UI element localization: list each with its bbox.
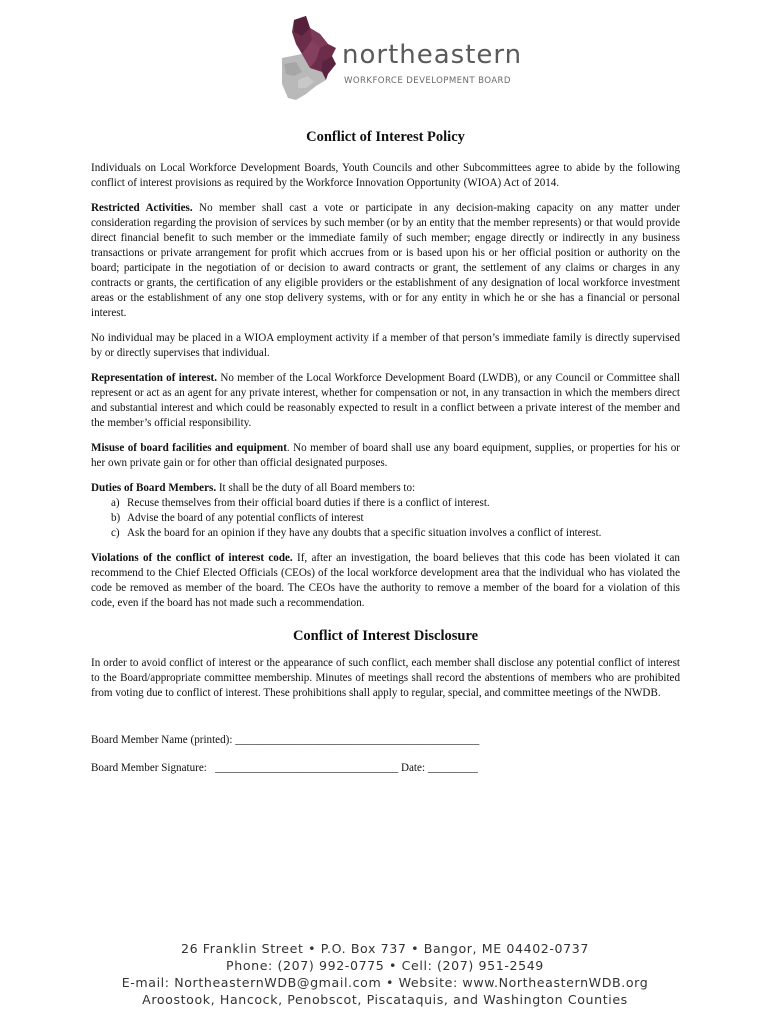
list-marker: b) bbox=[111, 512, 121, 524]
member-name-label: Board Member Name (printed): bbox=[91, 734, 233, 746]
member-name-line bbox=[91, 733, 680, 748]
disclosure-text: In order to avoid conflict of interest or the appearance of such conflict, each member shall disclose any potential conflict of interest to the Board/appropriate committee membership. Minutes of meetings shall record the abstentions of members who are prohibited from voting due to conflict of interest. These prohibitions shall apply to regular, special, and committee meetings of the NWDB. bbox=[91, 657, 680, 699]
maine-map-icon bbox=[276, 14, 340, 104]
document-body bbox=[91, 128, 680, 776]
misuse-paragraph bbox=[91, 441, 680, 471]
northeastern-logo bbox=[276, 14, 536, 104]
logo-wordmark: northeastern bbox=[342, 40, 523, 70]
date-field[interactable]: _________ bbox=[427, 762, 478, 774]
representation-paragraph bbox=[91, 371, 680, 431]
violations-text: If, after an investigation, the board believes that this code has been violated it can recommend to the Chief Elected Officials (CEOs) of the local workforce development area that the individual who has violated the code be removed as member of the board. The CEOs have the authority to remove a member of the board for a violation of this code, even if the board has not made such a recommendation. bbox=[91, 552, 680, 609]
member-signature-field[interactable]: _________________________________ bbox=[215, 762, 399, 774]
duties-paragraph bbox=[91, 481, 680, 496]
representation-heading: Representation of interest. bbox=[91, 372, 218, 384]
restricted-activities-paragraph bbox=[91, 201, 680, 321]
wioa-note: No individual may be placed in a WIOA employment activity if a member of that person’s immediate family is directly supervised by or directly supervises that individual. bbox=[91, 332, 680, 359]
list-marker: c) bbox=[111, 527, 120, 539]
duties-text: It shall be the duty of all Board members to: bbox=[216, 482, 416, 494]
policy-title: Conflict of Interest Policy bbox=[306, 129, 465, 145]
list-marker: a) bbox=[111, 497, 120, 509]
duties-heading: Duties of Board Members. bbox=[91, 482, 217, 494]
representation-text: No member of the Local Workforce Development Board (LWDB), or any Council or Committee shall represent or act as an agent for any private interest, whether for compensation or not, in any transaction in which the members direct and substantial interest and which could be reasonably expected to result in a conflict between a private interest of the member and the member’s official responsibility. bbox=[91, 372, 680, 429]
footer-address: 26 Franklin Street • P.O. Box 737 • Bangor, ME 04402-0737 bbox=[180, 941, 590, 956]
misuse-heading: Misuse of board facilities and equipment bbox=[91, 442, 287, 454]
duties-list bbox=[91, 496, 680, 541]
letterhead-footer bbox=[0, 940, 770, 1008]
footer-contact: E-mail: NortheasternWDB@gmail.com • Website: www.NortheasternWDB.org bbox=[121, 975, 649, 990]
footer-phone: Phone: (207) 992-0775 • Cell: (207) 951-2549 bbox=[226, 958, 544, 973]
date-label: Date: bbox=[401, 762, 426, 774]
list-item-text: Recuse themselves from their official board duties if there is a conflict of interest. bbox=[127, 497, 490, 509]
member-signature-line bbox=[91, 761, 680, 776]
policy-intro: Individuals on Local Workforce Development Boards, Youth Councils and other Subcommittees agree to abide by the following conflict of interest provisions as required by the Workforce Innovation Opportunity (WIOA) Act of 2014. bbox=[91, 162, 680, 189]
list-item bbox=[111, 511, 680, 526]
list-item bbox=[111, 496, 680, 511]
disclosure-title: Conflict of Interest Disclosure bbox=[292, 628, 479, 644]
member-name-field[interactable]: ____________________________________________ bbox=[235, 734, 480, 746]
footer-counties: Aroostook, Hancock, Penobscot, Piscataquis, and Washington Counties bbox=[142, 992, 628, 1007]
member-signature-label: Board Member Signature: bbox=[91, 762, 207, 774]
violations-heading: Violations of the conflict of interest code. bbox=[91, 552, 293, 564]
list-item-text: Advise the board of any potential conflicts of interest bbox=[127, 512, 364, 524]
violations-paragraph bbox=[91, 551, 680, 611]
list-item bbox=[111, 526, 680, 541]
misuse-text: . No member of board shall use any board equipment, supplies, or properties for his or her own private gain or for other than official designated purposes. bbox=[91, 442, 680, 469]
restricted-activities-heading: Restricted Activities. bbox=[91, 202, 193, 214]
restricted-activities-text: No member shall cast a vote or participate in any decision-making capacity on any matter under consideration regarding the provision of services by such member (or by an entity that the member represents) or that would provide direct financial benefit to such member or the immediate family of such member; engage directly or indirectly in any business transactions or private arrangement for profit which accrues from or is based upon his or her official position or authority on the board; participate in the negotiation of or decision to award contracts or grant, the settlement of any claims or charges in any contracts or grants, the certification of any eligible providers or the establishment of any designation of local workforce investment areas or the establishment of any one stop delivery systems, with or for any entity in which he or she has a financial or personal interest. bbox=[91, 202, 680, 319]
logo-subtitle: WORKFORCE DEVELOPMENT BOARD bbox=[344, 76, 511, 86]
list-item-text: Ask the board for an opinion if they have any doubts that a specific situation involves a conflict of interest. bbox=[127, 527, 602, 539]
